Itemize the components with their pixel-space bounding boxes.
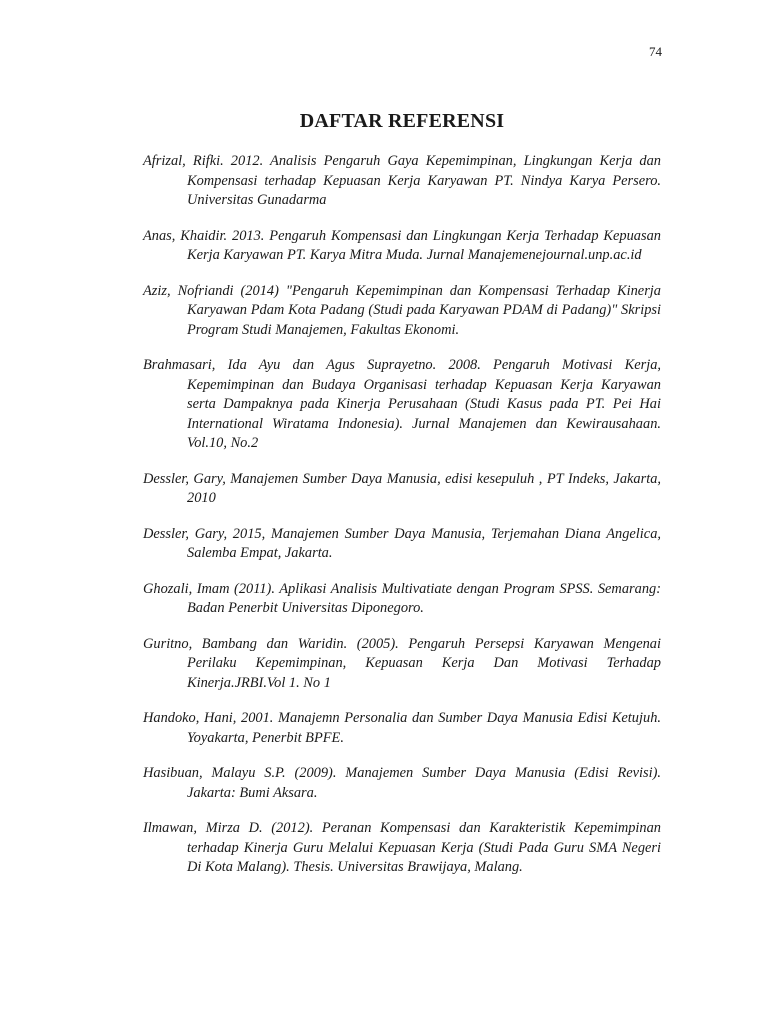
- reference-entry: Anas, Khaidir. 2013. Pengaruh Kompensasi dan Lingkungan Kerja Terhadap Kepuasan Kerja Karyawan PT. Karya Mitra Muda. Jurnal Manajemenejournal.unp.ac.id: [143, 227, 661, 263]
- reference-entry: Handoko, Hani, 2001. Manajemn Personalia dan Sumber Daya Manusia Edisi Ketujuh. Yoyakarta, Penerbit BPFE.: [143, 710, 661, 746]
- reference-entry: Brahmasari, Ida Ayu dan Agus Suprayetno. 2008. Pengaruh Motivasi Kerja, Kepemimpinan dan Budaya Organisasi terhadap Kepuasan Kerja Karyawan serta Dampaknya pada Kinerja Perusahaan (Studi Kasus pada PT. Pei Hai International Wiratama Indonesia). Jurnal Manajemen dan Kewirausahaan. Vol.10, No.2: [143, 357, 661, 451]
- page-number: 74: [649, 44, 662, 59]
- reference-list: [143, 152, 661, 894]
- reference-entry: Ilmawan, Mirza D. (2012). Peranan Kompensasi dan Karakteristik Kepemimpinan terhadap Kinerja Guru Melalui Kepuasan Kerja (Studi Pada Guru SMA Negeri Di Kota Malang). Thesis. Universitas Brawijaya, Malang.: [143, 820, 661, 875]
- reference-entry: Ghozali, Imam (2011). Aplikasi Analisis Multivatiate dengan Program SPSS. Semarang: Badan Penerbit Universitas Diponegoro.: [143, 580, 661, 616]
- reference-entry: Guritno, Bambang dan Waridin. (2005). Pengaruh Persepsi Karyawan Mengenai Perilaku Kepemimpinan, Kepuasan Kerja Dan Motivasi Terhadap Kinerja.JRBI.Vol 1. No 1: [143, 635, 661, 691]
- reference-entry: Hasibuan, Malayu S.P. (2009). Manajemen Sumber Daya Manusia (Edisi Revisi). Jakarta: Bumi Aksara.: [143, 765, 661, 801]
- reference-entry: Afrizal, Rifki. 2012. Analisis Pengaruh Gaya Kepemimpinan, Lingkungan Kerja dan Kompensasi terhadap Kepuasan Kerja Karyawan PT. Nindya Karya Persero. Universitas Gunadarma: [143, 153, 661, 208]
- reference-entry: Dessler, Gary, 2015, Manajemen Sumber Daya Manusia, Terjemahan Diana Angelica, Salemba Empat, Jakarta.: [143, 525, 661, 561]
- page-title: DAFTAR REFERENSI: [299, 110, 505, 132]
- reference-entry: Dessler, Gary, Manajemen Sumber Daya Manusia, edisi kesepuluh , PT Indeks, Jakarta, 2010: [143, 470, 661, 506]
- reference-entry: Aziz, Nofriandi (2014) "Pengaruh Kepemimpinan dan Kompensasi Terhadap Kinerja Karyawan Pdam Kota Padang (Studi pada Karyawan PDAM di Padang)" Skripsi Program Studi Manajemen, Fakultas Ekonomi.: [143, 282, 661, 338]
